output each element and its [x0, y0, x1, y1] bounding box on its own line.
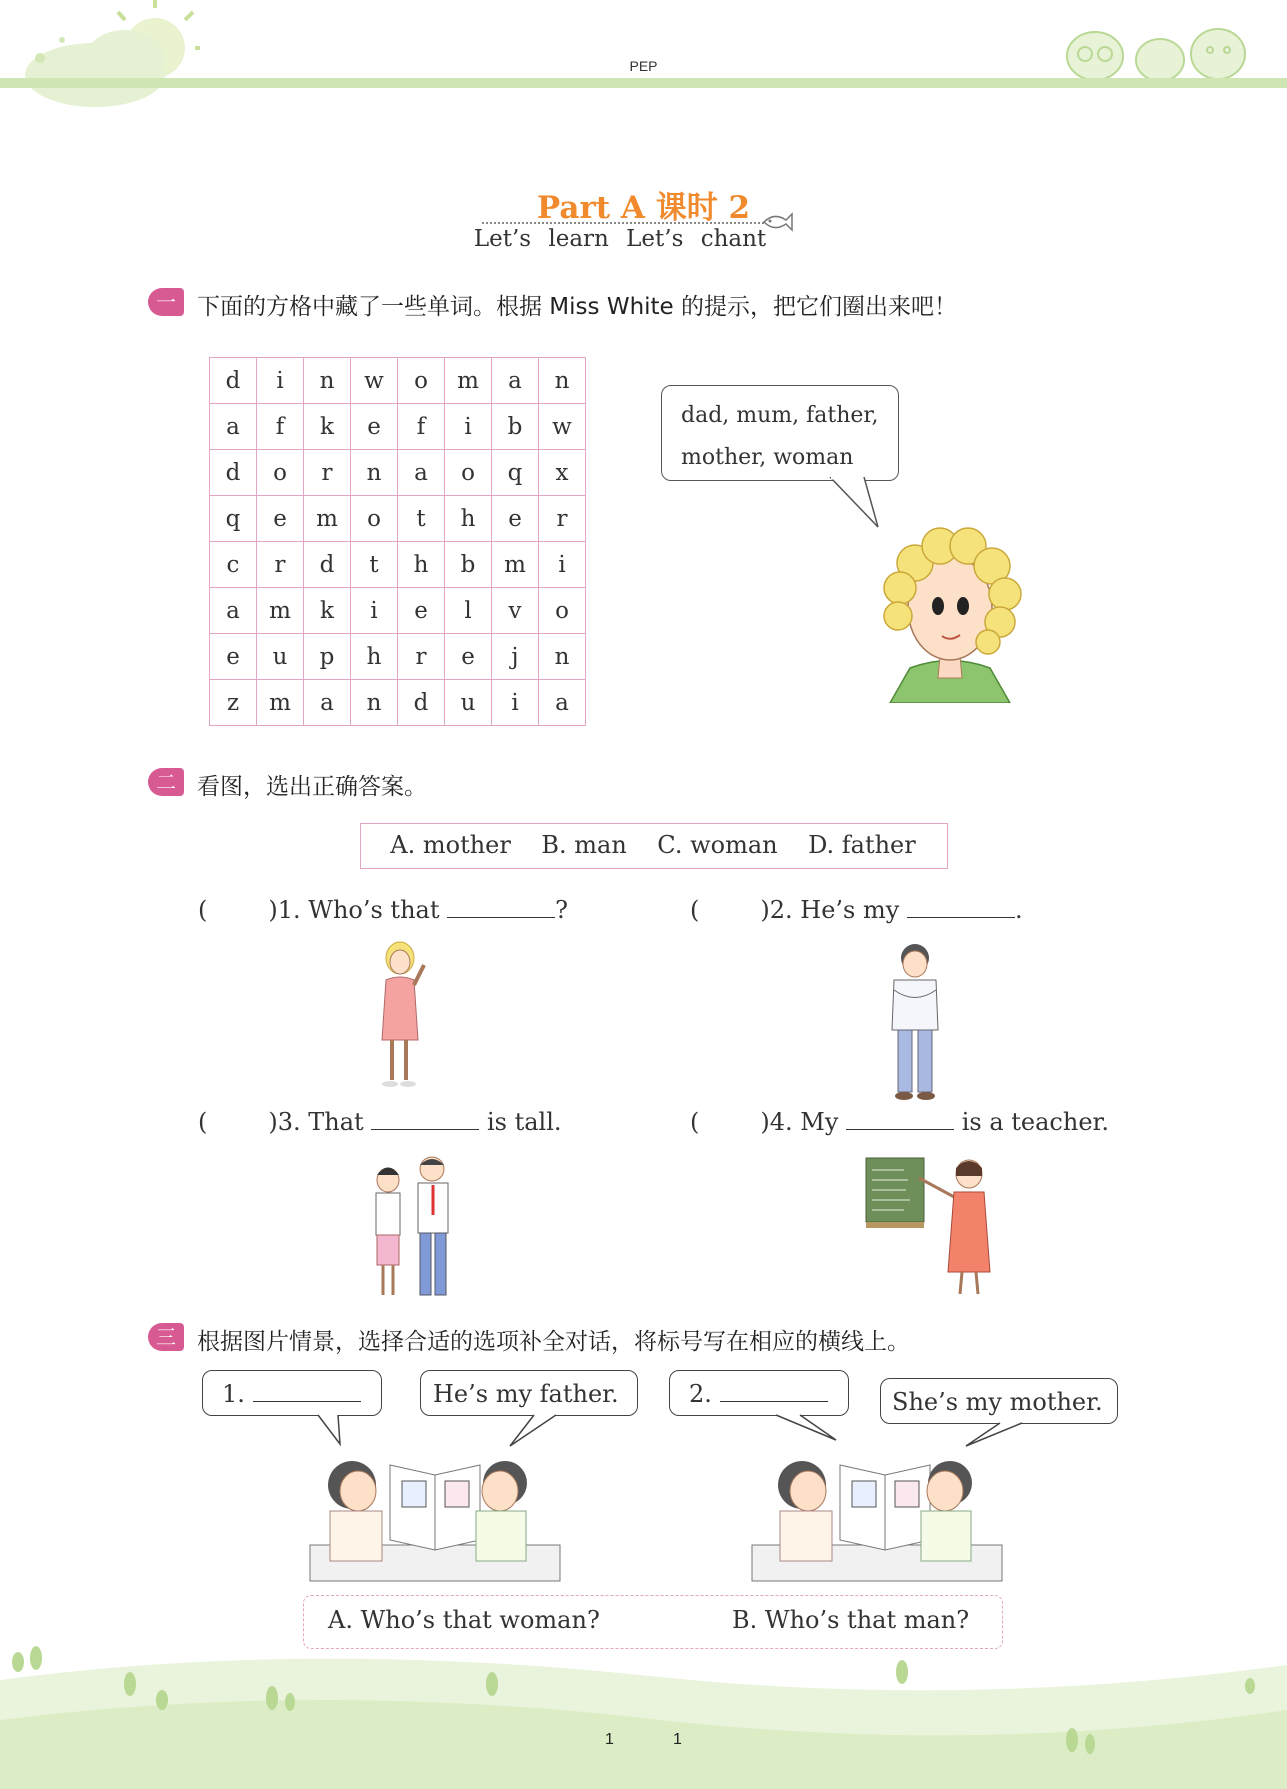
footer-hills-decoration: [0, 1640, 1287, 1789]
grid-cell[interactable]: h: [445, 496, 492, 542]
grid-cell[interactable]: u: [445, 680, 492, 726]
man-illustration: [880, 940, 950, 1105]
grid-cell[interactable]: b: [492, 404, 539, 450]
couple-illustration: [368, 1155, 468, 1305]
grid-cell[interactable]: p: [304, 634, 351, 680]
grid-row: [210, 358, 586, 404]
dialogue-number-2: 2.: [689, 1380, 712, 1408]
grid-cell[interactable]: b: [445, 542, 492, 588]
grid-cell[interactable]: t: [351, 542, 398, 588]
grid-row: [210, 588, 586, 634]
page-number-right: 1: [673, 1731, 682, 1748]
answer-option-a: A. Who’s that woman?: [328, 1606, 600, 1634]
grid-cell[interactable]: r: [257, 542, 304, 588]
grid-cell[interactable]: u: [257, 634, 304, 680]
grid-cell[interactable]: w: [351, 358, 398, 404]
grid-row: [210, 542, 586, 588]
answer-blank-1[interactable]: [447, 897, 555, 918]
question-1-text: ( )1. Who’s that: [198, 896, 440, 924]
teacher-illustration: [864, 1152, 994, 1302]
grid-cell[interactable]: d: [210, 450, 257, 496]
section-badge-3: 三: [148, 1323, 184, 1351]
question-3-end: is tall.: [486, 1108, 562, 1136]
section1-instruction: 下面的方格中藏了一些单词。根据 Miss White 的提示，把它们圈出来吧！: [197, 294, 958, 320]
grid-cell[interactable]: j: [492, 634, 539, 680]
page-number-left: 1: [605, 1731, 614, 1748]
word-search-grid: [209, 357, 586, 726]
section-badge-2: 二: [148, 768, 184, 796]
grid-cell[interactable]: k: [304, 588, 351, 634]
grid-cell[interactable]: e: [210, 634, 257, 680]
grid-cell[interactable]: a: [492, 358, 539, 404]
grid-row: [210, 450, 586, 496]
grid-cell[interactable]: m: [304, 496, 351, 542]
hint-line-1: dad, mum, father,: [681, 403, 879, 428]
question-3: [198, 1108, 562, 1136]
dialogue-bubble-tails: [0, 1410, 1287, 1470]
grid-cell[interactable]: q: [210, 496, 257, 542]
options-text: A. mother B. man C. woman D. father: [390, 831, 916, 859]
dialogue-line-2: He’s my father.: [433, 1380, 619, 1408]
grid-row: [210, 634, 586, 680]
grid-cell[interactable]: a: [539, 680, 586, 726]
question-2: [690, 896, 1023, 924]
grid-cell[interactable]: i: [257, 358, 304, 404]
grid-cell[interactable]: c: [210, 542, 257, 588]
grid-cell[interactable]: i: [351, 588, 398, 634]
grid-cell[interactable]: n: [351, 450, 398, 496]
header-band: [0, 78, 1287, 88]
dialogue-line-1: [222, 1380, 361, 1408]
grid-cell[interactable]: l: [445, 588, 492, 634]
grid-cell[interactable]: a: [398, 450, 445, 496]
answer-blank-4[interactable]: [846, 1109, 954, 1130]
grid-cell[interactable]: e: [492, 496, 539, 542]
grid-cell[interactable]: r: [304, 450, 351, 496]
grid-cell[interactable]: n: [539, 634, 586, 680]
question-3-text: ( )3. That: [198, 1108, 364, 1136]
dialogue-blank-2[interactable]: [720, 1381, 828, 1402]
children-album-scene-2: [750, 1445, 1030, 1583]
question-4-text: ( )4. My: [690, 1108, 839, 1136]
grid-cell[interactable]: e: [351, 404, 398, 450]
children-album-scene-1: [290, 1445, 570, 1583]
grid-row: [210, 496, 586, 542]
grid-cell[interactable]: o: [445, 450, 492, 496]
woman-illustration: [372, 940, 432, 1090]
grid-cell[interactable]: r: [398, 634, 445, 680]
grid-cell[interactable]: d: [398, 680, 445, 726]
dialogue-line-4: She’s my mother.: [892, 1388, 1103, 1416]
grid-cell[interactable]: d: [304, 542, 351, 588]
question-2-text: ( )2. He’s my: [690, 896, 900, 924]
grid-cell[interactable]: i: [539, 542, 586, 588]
grid-cell[interactable]: h: [398, 542, 445, 588]
grid-cell[interactable]: e: [257, 496, 304, 542]
answer-option-b: B. Who’s that man?: [732, 1606, 970, 1634]
question-1-end: ?: [555, 896, 569, 924]
section-badge-1: 一: [148, 288, 184, 316]
grid-cell[interactable]: e: [398, 588, 445, 634]
grid-cell[interactable]: i: [445, 404, 492, 450]
grid-cell[interactable]: q: [492, 450, 539, 496]
section2-instruction: 看图，选出正确答案。: [197, 774, 427, 800]
grid-cell[interactable]: x: [539, 450, 586, 496]
grid-cell[interactable]: m: [257, 680, 304, 726]
grid-cell[interactable]: t: [398, 496, 445, 542]
grid-cell[interactable]: a: [210, 588, 257, 634]
grid-cell[interactable]: m: [445, 358, 492, 404]
miss-white-illustration: [870, 518, 1030, 703]
grid-cell[interactable]: o: [398, 358, 445, 404]
grid-cell[interactable]: z: [210, 680, 257, 726]
question-4: [690, 1108, 1109, 1136]
grid-cell[interactable]: m: [492, 542, 539, 588]
answer-blank-2[interactable]: [907, 897, 1015, 918]
question-1: [198, 896, 568, 924]
title-divider: [482, 222, 764, 224]
grid-cell[interactable]: r: [539, 496, 586, 542]
question-4-end: is a teacher.: [961, 1108, 1109, 1136]
grid-cell[interactable]: n: [539, 358, 586, 404]
grid-cell[interactable]: a: [210, 404, 257, 450]
grid-cell[interactable]: o: [351, 496, 398, 542]
grid-row: [210, 680, 586, 726]
grid-cell[interactable]: h: [351, 634, 398, 680]
grid-cell[interactable]: o: [539, 588, 586, 634]
grid-cell[interactable]: a: [304, 680, 351, 726]
hint-text: [681, 395, 891, 479]
grid-cell[interactable]: v: [492, 588, 539, 634]
section3-instruction: 根据图片情景，选择合适的选项补全对话，将标号写在相应的横线上。: [197, 1329, 910, 1355]
grid-cell[interactable]: n: [351, 680, 398, 726]
lesson-title: Part A 课时 2: [536, 190, 751, 226]
grid-cell[interactable]: o: [257, 450, 304, 496]
grid-cell[interactable]: k: [304, 404, 351, 450]
grid-cell[interactable]: w: [539, 404, 586, 450]
grid-cell[interactable]: d: [210, 358, 257, 404]
answer-blank-3[interactable]: [371, 1109, 479, 1130]
hint-line-2: mother, woman: [681, 445, 854, 470]
grid-cell[interactable]: f: [257, 404, 304, 450]
grid-cell[interactable]: e: [445, 634, 492, 680]
header-label: PEP: [629, 58, 658, 74]
grid-row: [210, 404, 586, 450]
question-2-end: .: [1014, 896, 1023, 924]
grid-cell[interactable]: m: [257, 588, 304, 634]
grid-cell[interactable]: i: [492, 680, 539, 726]
grid-cell[interactable]: f: [398, 404, 445, 450]
dialogue-line-3: [689, 1380, 828, 1408]
dialogue-number-1: 1.: [222, 1380, 245, 1408]
lesson-subtitle: Let’s learn Let’s chant: [473, 226, 767, 252]
dialogue-blank-1[interactable]: [253, 1381, 361, 1402]
grid-cell[interactable]: n: [304, 358, 351, 404]
